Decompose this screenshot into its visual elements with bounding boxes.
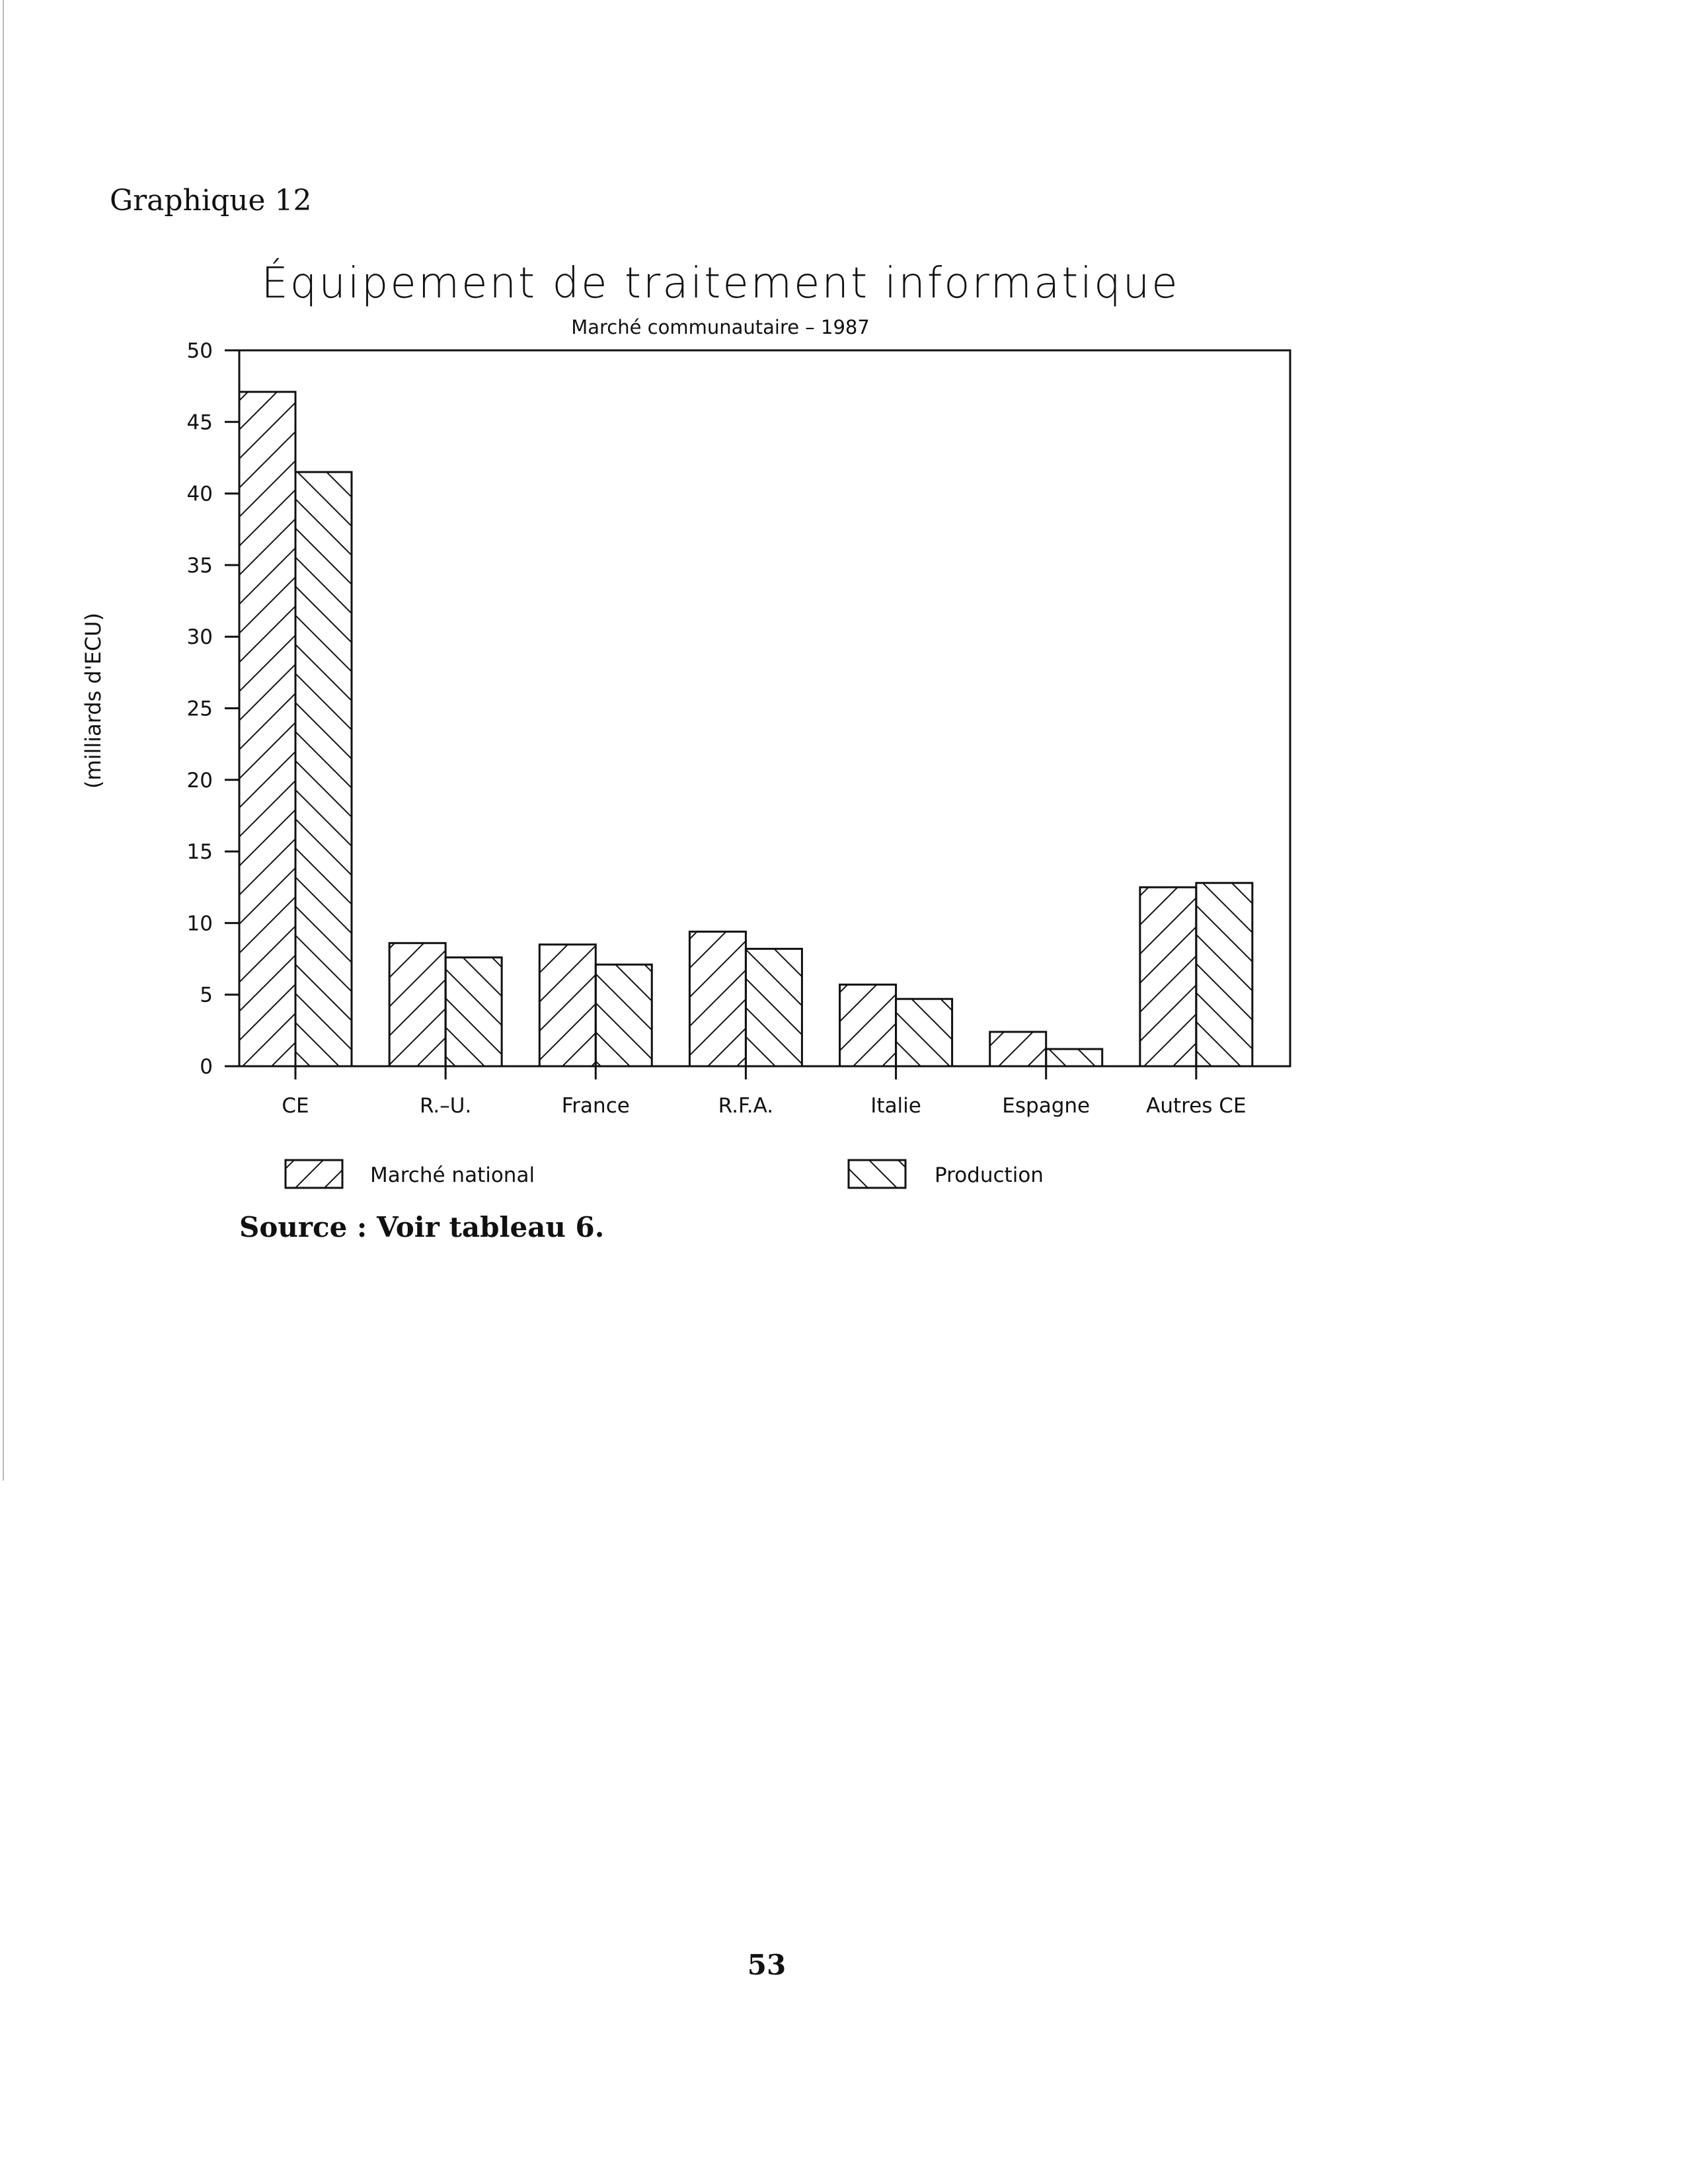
legend-item-marche-national <box>286 1160 535 1188</box>
bar-production <box>1196 883 1252 1066</box>
y-axis <box>187 339 239 1079</box>
bar-marche-national <box>239 392 295 1066</box>
legend <box>286 1160 1044 1188</box>
bar-marche-national <box>539 945 595 1066</box>
y-tick-label: 50 <box>186 339 213 363</box>
x-tick-label: CE <box>282 1094 309 1118</box>
y-tick-label: 30 <box>186 625 213 650</box>
bar-marche-national <box>990 1032 1046 1066</box>
bar-production <box>295 472 352 1066</box>
legend-label-marche-national: Marché national <box>370 1163 535 1187</box>
y-tick-label: 10 <box>186 912 213 936</box>
bar-production <box>746 949 802 1066</box>
bar-marche-national <box>389 943 445 1066</box>
bar-marche-national <box>840 985 896 1066</box>
x-tick-label: Italie <box>870 1094 921 1118</box>
y-tick-label: 40 <box>186 482 213 506</box>
figure-heading: Graphique 12 <box>110 184 312 217</box>
legend-label-production: Production <box>935 1163 1044 1187</box>
y-tick-label: 15 <box>186 840 213 865</box>
x-tick-label: R.F.A. <box>718 1094 774 1118</box>
x-tick-label: R.–U. <box>419 1094 472 1118</box>
x-tick-label: Autres CE <box>1146 1094 1247 1118</box>
bar-production <box>595 964 652 1066</box>
legend-item-production <box>849 1160 1044 1188</box>
bar-production <box>896 999 952 1066</box>
legend-swatch-production <box>849 1160 905 1188</box>
legend-swatch-marche-national <box>286 1160 342 1188</box>
bar-marche-national <box>1140 887 1196 1066</box>
y-tick-label: 0 <box>200 1055 213 1079</box>
bar-production <box>1046 1049 1102 1066</box>
y-tick-label: 35 <box>186 553 213 578</box>
x-tick-label: Espagne <box>1002 1094 1091 1118</box>
y-axis-label: (milliards d'ECU) <box>81 612 106 789</box>
y-tick-label: 5 <box>200 983 213 1007</box>
bar-marche-national <box>689 931 746 1066</box>
source-note: Source : Voir tableau 6. <box>239 1211 605 1243</box>
chart-subtitle: Marché communautaire – 1987 <box>571 316 870 338</box>
y-tick-label: 25 <box>186 697 213 721</box>
bars <box>239 392 1252 1066</box>
x-axis <box>282 1066 1246 1118</box>
page-number: 53 <box>747 1949 786 1981</box>
y-tick-label: 20 <box>186 768 213 793</box>
x-tick-label: France <box>561 1094 630 1118</box>
bar-production <box>445 957 502 1066</box>
chart-title: Équipement de traitement informatique <box>261 259 1180 308</box>
y-tick-label: 45 <box>186 410 213 435</box>
